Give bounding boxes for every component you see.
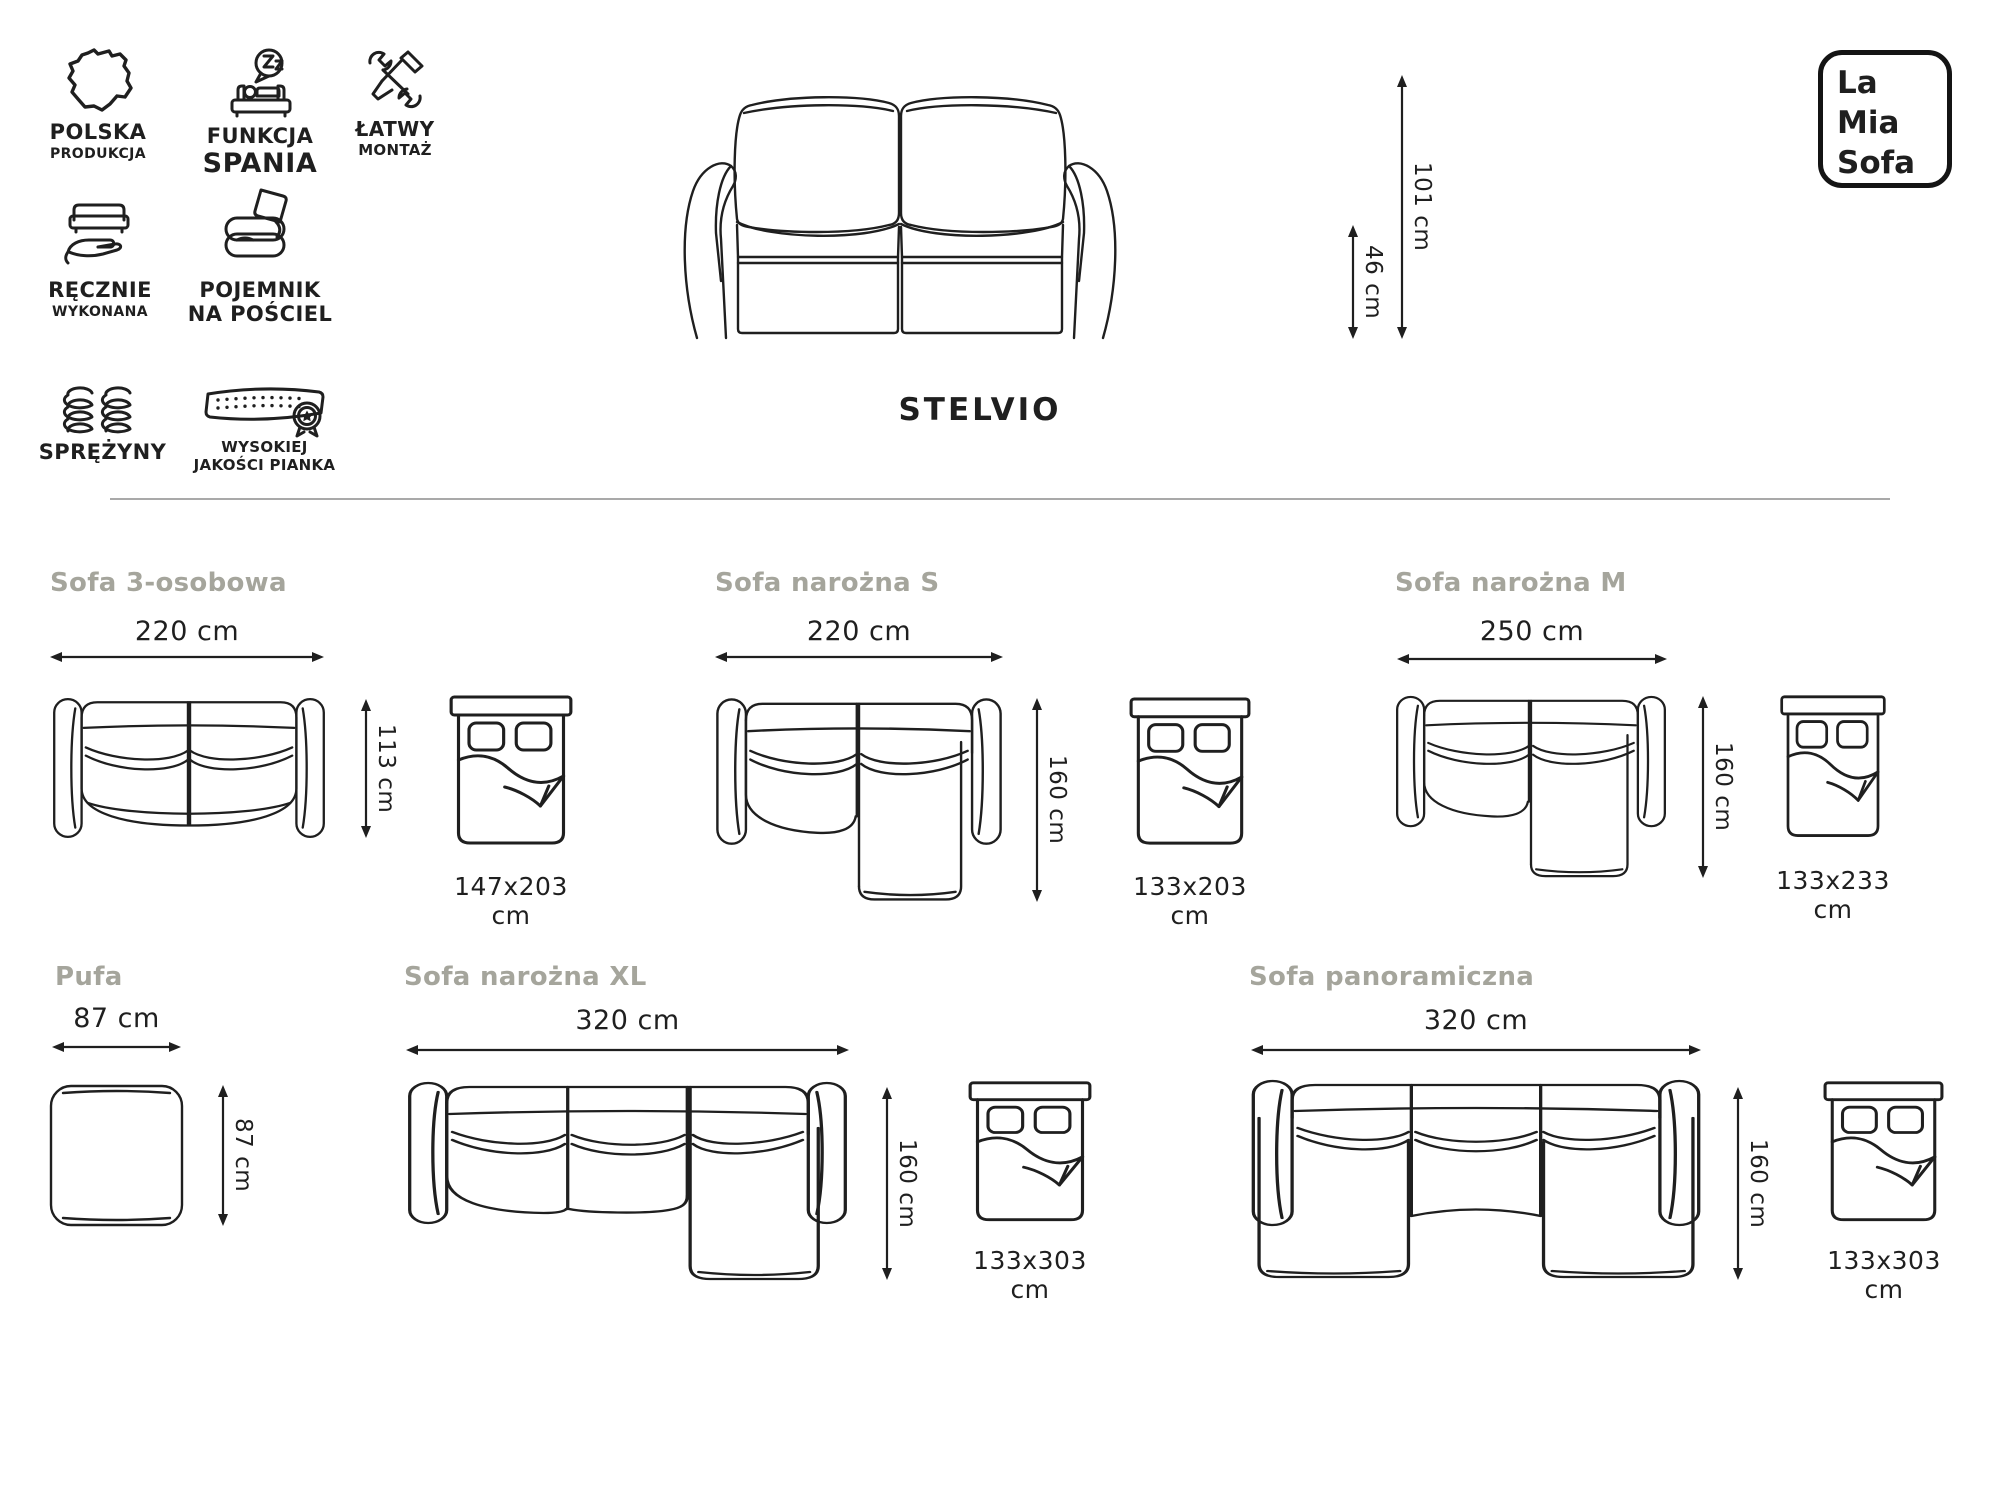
width-dimension-label: 87 cm [73,1003,160,1034]
width-dimension-arrow [50,1039,183,1055]
feature-sublabel: NA POŚCIEL [187,302,333,327]
depth-dimension-arrow [215,1083,231,1228]
depth-dimension-arrow [1730,1085,1746,1282]
width-dimension-arrow [404,1042,851,1058]
feature-sublabel: JAKOŚCI PIANKA [193,456,336,475]
foam-badge-icon [200,382,328,438]
feature-sublabel: MONTAŻ [358,141,432,159]
total-height-dimension-arrow [1394,73,1410,341]
depth-dimension-label: 160 cm [894,1138,920,1229]
panoramic-sofa-top-view-drawing [1249,1078,1703,1285]
corner-sofa-top-view-drawing [713,694,1005,906]
corner-sofa-xl-top-view-drawing [404,1078,851,1285]
bed-size-icon [967,1080,1093,1230]
bed-size-label: 147x203 cm [454,872,568,930]
bed-size-label: 133x203 cm [1133,872,1247,930]
bed-size-icon [1779,694,1887,846]
depth-dimension-label: 160 cm [1745,1138,1771,1229]
bed-size-icon [448,694,574,854]
corner-sofa-top-view-drawing [1393,692,1669,882]
bed-size-icon [1128,696,1252,854]
sleep-function-icon [227,48,295,118]
feature-label: SPRĘŻYNY [38,440,167,464]
springs-icon [60,384,138,442]
width-dimension-label: 220 cm [806,616,912,647]
feature-label: FUNKCJA [206,124,314,148]
feature-label: POLSKA [49,120,147,144]
config-title: Sofa narożna XL [404,962,647,992]
width-dimension-arrow [1249,1042,1703,1058]
feature-sublabel: SPANIA [202,148,318,180]
config-title: Sofa 3-osobowa [50,568,287,598]
sofa-top-view-drawing [50,694,328,842]
depth-dimension-label: 160 cm [1710,742,1736,832]
feature-label: ŁATWY [355,117,435,141]
tools-icon [364,48,426,112]
config-panel-sofa-narozna-xl [390,950,1120,1304]
section-divider [110,498,1890,500]
width-dimension-label: 320 cm [575,1005,680,1036]
logo-line: Mia [1837,105,1900,141]
seat-height-dimension-arrow [1345,223,1361,341]
config-title: Sofa panoramiczna [1249,962,1535,992]
config-title: Sofa narożna M [1395,568,1627,598]
feature-sublabel: PRODUKCJA [49,146,147,163]
feature-wysokiej-jakosci-pianka [182,438,347,475]
config-title: Sofa narożna S [715,568,940,598]
config-panel-sofa-panoramiczna [1230,950,2000,1304]
width-dimension-label: 320 cm [1423,1005,1529,1036]
bed-size-label: 133x303 cm [1827,1246,1941,1304]
depth-dimension-label: 160 cm [1044,755,1070,845]
feature-polska-produkcja [28,120,168,162]
brand-logo [1818,50,1952,188]
handmade-icon [58,188,140,270]
feature-sprezyny [30,440,175,464]
pouf-top-view-drawing [48,1082,185,1228]
bedding-container-icon [213,182,299,272]
width-dimension-label: 250 cm [1479,616,1585,647]
poland-map-icon [63,46,133,118]
width-dimension-arrow [1395,651,1669,667]
logo-line: La [1837,65,1878,101]
width-dimension-label: 220 cm [134,616,240,647]
bed-size-label: 133x303 cm [973,1246,1087,1304]
feature-latwy-montaz [330,118,460,159]
feature-pojemnik-na-posciel [187,278,333,326]
feature-funkcja-spania [185,124,335,179]
bed-size-icon [1822,1080,1945,1230]
config-title: Pufa [55,962,123,992]
config-panel-sofa-narozna-m [1380,560,2000,924]
bed-size-label: 133x233 cm [1776,866,1890,924]
feature-recznie-wykonana [30,278,170,320]
depth-dimension-arrow [1695,694,1711,880]
depth-dimension-arrow [1029,696,1045,904]
depth-dimension-label: 113 cm [373,723,399,814]
seat-height-dimension-label: 46 cm [1360,244,1386,320]
config-panel-sofa-narozna-s [690,560,1330,930]
width-dimension-arrow [48,649,326,665]
depth-dimension-label: 87 cm [230,1118,256,1193]
width-dimension-arrow [713,649,1005,665]
config-panel-sofa-3-osobowa [40,560,640,930]
depth-dimension-arrow [879,1085,895,1282]
feature-label: RĘCZNIE [48,278,152,302]
feature-label: POJEMNIK [199,278,321,302]
product-title: STELVIO [898,392,1062,428]
sofa-front-drawing [670,67,1130,343]
logo-line: Sofa [1837,145,1916,181]
total-height-dimension-label: 101 cm [1409,162,1435,252]
depth-dimension-arrow [358,697,374,840]
feature-label: WYSOKIEJ [221,438,308,456]
config-panel-pufa [40,950,320,1290]
feature-sublabel: WYKONANA [51,304,148,321]
